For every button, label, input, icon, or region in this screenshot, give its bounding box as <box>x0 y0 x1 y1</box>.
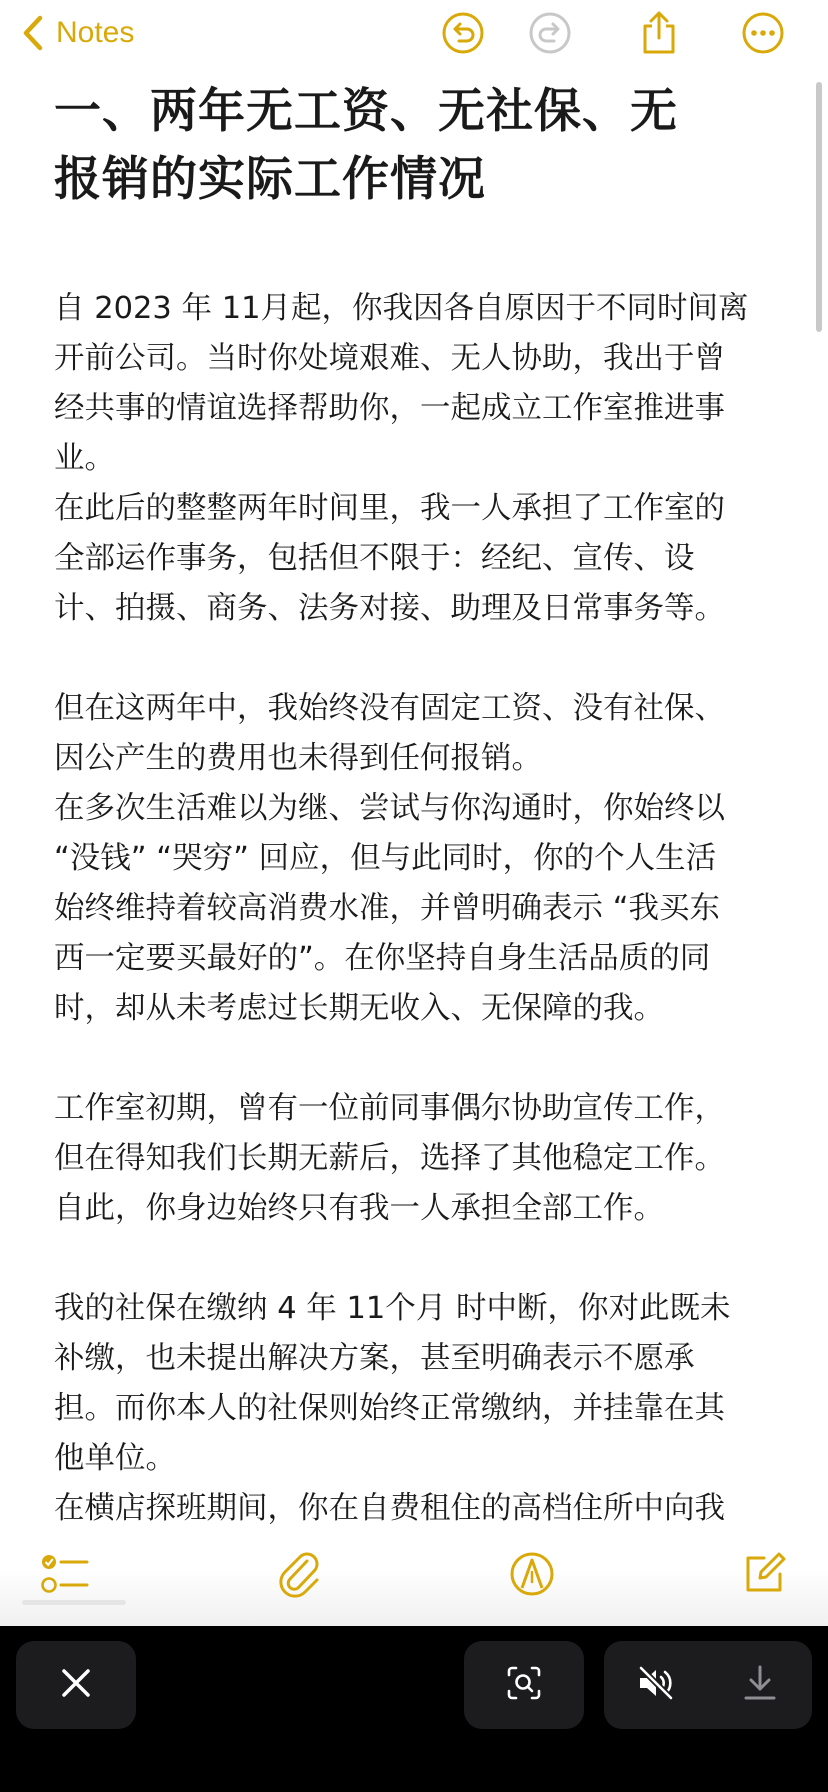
note-paragraph: 我的社保在缴纳 4 年 11个月 时中断，你对此既未 补缴，也未提出解决方案，甚至明确表示不愿承 担。而你本人的社保则始终正常缴纳，并挂靠在其 他单位。 <box>54 1291 731 1476</box>
checklist-icon <box>41 1551 91 1597</box>
note-paragraph: 工作室初期，曾有一位前同事偶尔协助宣传工作， 但在得知我们长期无薪后，选择了其他稳定工作。 自此，你身边始终只有我一人承担全部工作。 <box>54 1091 725 1226</box>
compose-icon <box>740 1550 788 1598</box>
back-label: Notes <box>56 16 135 49</box>
text-scan-button[interactable] <box>464 1641 584 1729</box>
checklist-button[interactable] <box>38 1546 94 1602</box>
mute-button[interactable] <box>616 1641 696 1729</box>
back-button[interactable] <box>22 10 134 56</box>
note-paragraph: 在横店探班期间，你在自费租住的高档住所中向我 <box>54 1491 725 1526</box>
undo-button[interactable] <box>440 10 486 56</box>
close-icon <box>60 1667 92 1703</box>
ellipsis-circle-icon <box>741 11 785 55</box>
download-icon <box>743 1664 777 1706</box>
nav-bar <box>0 0 828 70</box>
pen-tip-icon <box>508 1550 556 1598</box>
share-icon <box>639 10 679 56</box>
note-title: 一、两年无工资、无社保、无 报销的实际工作情况 <box>54 84 678 207</box>
home-indicator <box>22 1600 126 1605</box>
paperclip-icon <box>277 1549 323 1599</box>
speaker-muted-icon <box>637 1665 675 1705</box>
note-paragraph: 但在这两年中，我始终没有固定工资、没有社保、 因公产生的费用也未得到任何报销。 <box>54 691 725 776</box>
chevron-left-icon <box>22 14 44 52</box>
close-button[interactable] <box>16 1641 136 1729</box>
note-paragraph: 在此后的整整两年时间里，我一人承担了工作室的 全部运作事务，包括但不限于：经纪、宣传、设 计、拍摄、商务、法务对接、助理及日常事务等。 <box>54 491 725 626</box>
compose-button[interactable] <box>736 1546 792 1602</box>
attach-button[interactable] <box>272 1546 328 1602</box>
note-content[interactable] <box>54 78 778 1534</box>
scroll-indicator[interactable] <box>816 82 822 332</box>
note-paragraph: 在多次生活难以为继、尝试与你沟通时，你始终以 “没钱” “哭穷” 回应，但与此同时，你的个人生活 始终维持着较高消费水准，并曾明确表示 “我买东 西一定要买最好的”。在你坚持自身生活品质的同 时，却从未考虑过长期无收入、无保障的我。 <box>54 791 725 1026</box>
note-body <box>54 284 778 1534</box>
media-controls <box>604 1641 812 1729</box>
markup-button[interactable] <box>504 1546 560 1602</box>
undo-icon <box>441 11 485 55</box>
paragraph-gap <box>54 634 778 684</box>
text-scan-icon <box>506 1665 542 1705</box>
viewer-bar <box>0 1626 828 1792</box>
paragraph-gap <box>54 1034 778 1084</box>
notes-toolbar <box>0 1530 828 1626</box>
download-button[interactable] <box>720 1641 800 1729</box>
redo-button[interactable] <box>527 10 573 56</box>
redo-icon <box>528 11 572 55</box>
more-button[interactable] <box>740 10 786 56</box>
paragraph-gap <box>54 1234 778 1284</box>
share-button[interactable] <box>636 10 682 56</box>
note-paragraph: 自 2023 年 11月起，你我因各自原因于不同时间离 开前公司。当时你处境艰难、无人协助，我出于曾 经共事的情谊选择帮助你，一起成立工作室推进事 业。 <box>54 291 749 476</box>
